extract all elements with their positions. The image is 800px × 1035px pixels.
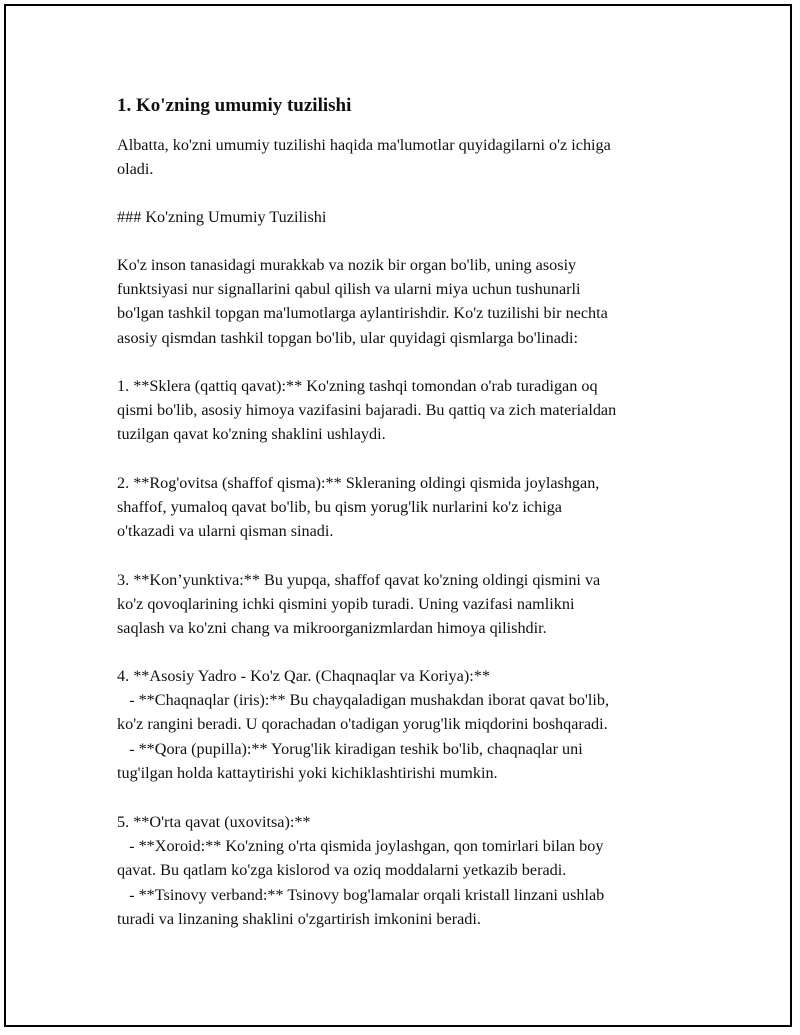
list-item-sklera: 1. **Sklera (qattiq qavat):** Ko'zning tashqi tomondan o'rab turadigan oq qismi bo'lib, asosiy himoya vazifasini bajaradi. Bu qattiq va zich materialdan tuzilgan qavat ko'zning shaklini ushlaydi. bbox=[117, 377, 617, 444]
intro-paragraph: Albatta, ko'zni umumiy tuzilishi haqida ma'lumotlar quyidagilarni o'z ichiga oladi. bbox=[117, 136, 611, 179]
list-item-asosiy-yadro: 4. **Asosiy Yadro - Ko'z Qar. (Chaqnaqlar va Koriya):** - **Chaqnaqlar (iris):** Bu chayqaladigan mushakdan iborat qavat bo'lib, ko'z rangini beradi. U qorachadan o'tadigan yorug'lik miqdorini boshqaradi. - **Qora (pupilla):** Yorug'lik kiradigan teshik bo'lib, chaqnaqlar uni tug'ilgan holda kattaytirishi yoki kichiklashtirishi mumkin. bbox=[117, 667, 610, 782]
list-item-konyunktiva: 3. **Kon’yunktiva:** Bu yupqa, shaffof qavat ko'zning oldingi qismini va ko'z qovoqlarining ichki qismini yopib turadi. Uning vazifasi namlikni saqlash va ko'zni chang va mikroorganizmlardan himoya qilishdir. bbox=[117, 571, 601, 638]
subheading-markdown: ### Ko'zning Umumiy Tuzilishi bbox=[117, 208, 327, 226]
overview-paragraph: Ko'z inson tanasidagi murakkab va nozik bir organ bo'lib, uning asosiy funktsiyasi nur signallarini qabul qilish va ularni miya uchun tushunarli bo'lgan tashkil topgan ma'lumotlarga aylantirishdir. Ko'z tuzilishi bir nechta asosiy qismdan tashkil topgan bo'lib, ular quyidagi qismlarga bo'linadi: bbox=[117, 256, 608, 347]
document-heading: 1. Ko'zning umumiy tuzilishi bbox=[117, 95, 352, 116]
list-item-rogovitsa: 2. **Rog'ovitsa (shaffof qisma):** Skleraning oldingi qismida joylashgan, shaffof, yumaloq qavat bo'lib, bu qism yorug'lik nurlarini ko'z ichiga o'tkazadi va ularni qisman sinadi. bbox=[117, 474, 600, 541]
list-item-orta-qavat: 5. **O'rta qavat (uxovitsa):** - **Xoroid:** Ko'zning o'rta qismida joylashgan, qon tomirlari bilan boy qavat. Bu qatlam ko'zga kislorod va oziq moddalarni yetkazib beradi. - **Tsinovy verband:** Tsinovy bog'lamalar orqali kristall linzani ushlab turadi va linzaning shaklini o'zgartirish imkonini beradi. bbox=[117, 813, 605, 928]
document-body bbox=[117, 94, 707, 928]
